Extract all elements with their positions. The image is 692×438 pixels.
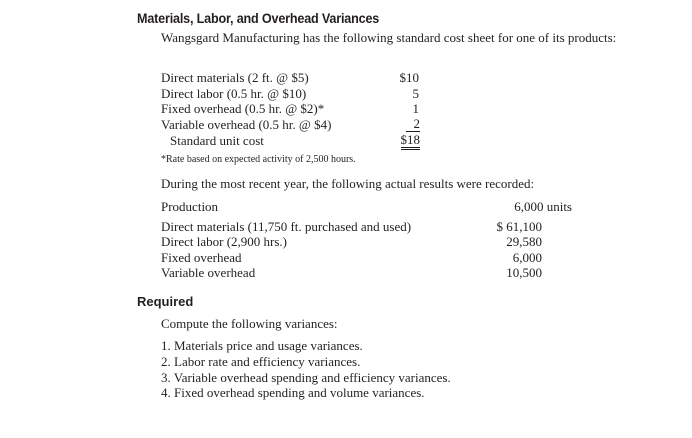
- cost-row-label: Direct materials (2 ft. @ $5): [161, 70, 309, 85]
- actual-row-amount: 10,500: [506, 265, 542, 280]
- actual-row-amount: 29,580: [506, 234, 542, 249]
- actual-row-label: Direct labor (2,900 hrs.): [161, 234, 287, 249]
- cost-row-label: Variable overhead (0.5 hr. @ $4): [161, 117, 332, 132]
- required-item: 1. Materials price and usage variances.: [161, 338, 363, 353]
- actual-intro: During the most recent year, the following actual results were recorded:: [161, 176, 535, 191]
- problem-intro: Wangsgard Manufacturing has the following standard cost sheet for one of its products:: [161, 30, 617, 45]
- required-item: 2. Labor rate and efficiency variances.: [161, 354, 361, 369]
- required-heading: Required: [137, 294, 194, 309]
- required-instruction: Compute the following variances:: [161, 316, 338, 331]
- required-item: 4. Fixed overhead spending and volume variances.: [161, 385, 425, 400]
- actual-row-label: Fixed overhead: [161, 250, 242, 265]
- cost-row-amount: 1: [412, 101, 419, 116]
- actual-row-amount: 6,000: [512, 250, 542, 265]
- cost-row-amount: 2: [406, 117, 421, 132]
- standard-cost-total-label: Standard unit cost: [170, 133, 264, 148]
- production-label: Production: [161, 199, 219, 214]
- required-item: 3. Variable overhead spending and efficiency variances.: [161, 370, 451, 385]
- cost-footnote: *Rate based on expected activity of 2,500 hours.: [161, 154, 356, 165]
- cost-row-amount: $10: [399, 70, 419, 85]
- production-value: 6,000 units: [514, 199, 572, 214]
- actual-row-label: Direct materials (11,750 ft. purchased and used): [161, 219, 412, 234]
- cost-row-label: Fixed overhead (0.5 hr. @ $2)*: [161, 101, 325, 116]
- actual-row-amount: $ 61,100: [496, 219, 542, 234]
- actual-row-label: Variable overhead: [161, 265, 256, 280]
- cost-row-amount: 5: [412, 86, 419, 101]
- cost-row-label: Direct labor (0.5 hr. @ $10): [161, 86, 307, 101]
- problem-title: Materials, Labor, and Overhead Variances: [137, 10, 380, 26]
- standard-cost-total-amount: $18: [401, 133, 421, 150]
